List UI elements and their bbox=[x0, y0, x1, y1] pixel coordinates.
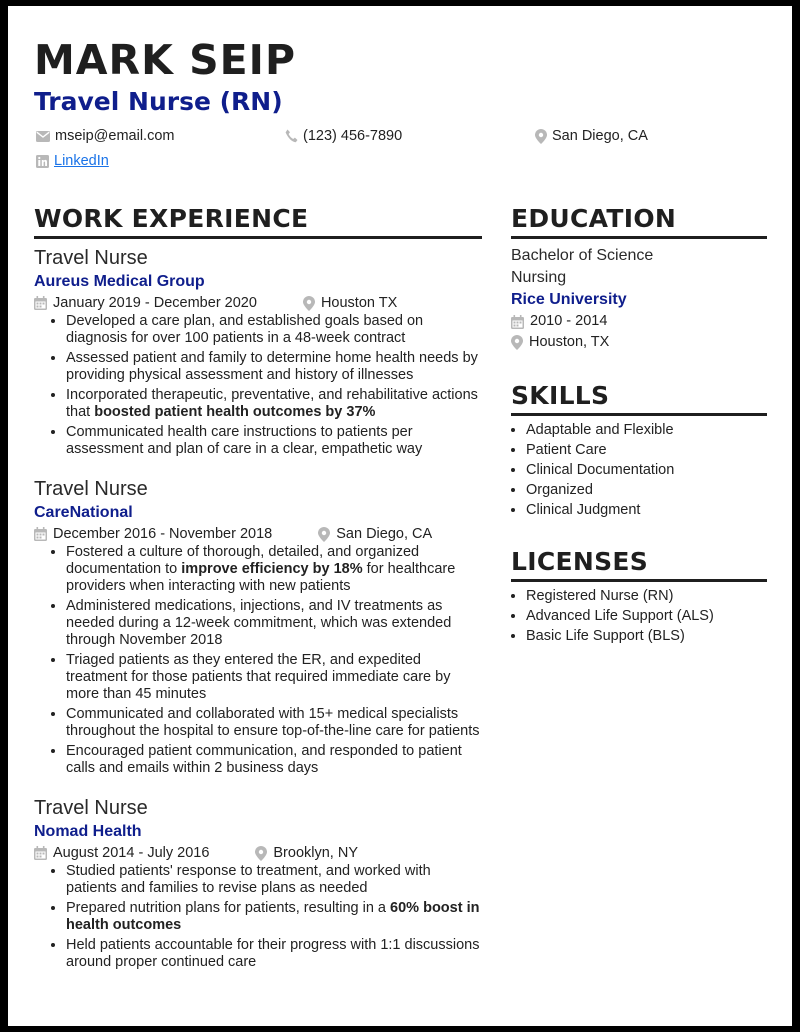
resume-page bbox=[8, 6, 792, 1026]
bullet-text: Triaged patients as they entered the ER, and expedited treatment for those patients that required immediate care by more than 45 minutes bbox=[66, 652, 451, 702]
job-bullet bbox=[66, 743, 482, 777]
map-pin-icon bbox=[303, 296, 315, 311]
map-pin-icon bbox=[535, 129, 547, 144]
calendar-icon bbox=[511, 315, 524, 329]
bullet-text: Studied patients' response to treatment, and worked with patients and families to revise plans as needed bbox=[66, 863, 431, 896]
skill-item: • Organized bbox=[526, 482, 767, 499]
skill-item: • Clinical Documentation bbox=[526, 462, 767, 479]
job-bullet bbox=[66, 652, 482, 703]
skills-heading: SKILLS bbox=[511, 379, 767, 416]
education-dates-text: 2010 - 2014 bbox=[530, 313, 608, 329]
envelope-icon bbox=[36, 131, 50, 142]
email-text: mseip@email.com bbox=[55, 128, 175, 144]
license-item: • Registered Nurse (RN) bbox=[526, 588, 767, 605]
job-meta bbox=[34, 843, 482, 863]
job-dates-text: January 2019 - December 2020 bbox=[53, 295, 257, 311]
education-section bbox=[511, 202, 767, 353]
school-name: Rice University bbox=[511, 291, 627, 308]
location-text: San Diego, CA bbox=[552, 128, 648, 144]
licenses-section bbox=[511, 545, 767, 645]
skill-item: • Adaptable and Flexible bbox=[526, 422, 767, 439]
contact-linkedin bbox=[36, 152, 109, 170]
bullet-text: Assessed patient and family to determine home health needs by providing physical assessment and history of illnesses bbox=[66, 350, 478, 383]
map-pin-icon bbox=[511, 335, 523, 350]
bullet-text: Incorporated therapeutic, preventative, and rehabilitative actions that bbox=[66, 387, 478, 420]
education-location-text: Houston, TX bbox=[529, 334, 610, 350]
right-column bbox=[511, 202, 767, 671]
job-bullets bbox=[34, 544, 482, 777]
job-bullets bbox=[34, 863, 482, 971]
license-item: • Advanced Life Support (ALS) bbox=[526, 608, 767, 625]
job-bullet bbox=[66, 424, 482, 458]
contact-email bbox=[36, 127, 174, 145]
bullet-text: Communicated and collaborated with 15+ medical specialists throughout the hospital to ensure top-of-the-line care for patients bbox=[66, 706, 480, 739]
job-bullet bbox=[66, 863, 482, 897]
company-name: Nomad Health bbox=[34, 823, 142, 840]
job-dates-text: August 2014 - July 2016 bbox=[53, 845, 210, 861]
job-entry bbox=[34, 476, 482, 777]
job-dates-text: December 2016 - November 2018 bbox=[53, 526, 273, 542]
job-bullet bbox=[66, 313, 482, 347]
job-bullet bbox=[66, 900, 482, 934]
skills-section bbox=[511, 379, 767, 519]
map-pin-icon bbox=[255, 846, 267, 861]
degree: Bachelor of Science bbox=[511, 247, 654, 264]
job-location bbox=[255, 843, 358, 863]
education-heading: EDUCATION bbox=[511, 202, 767, 239]
contact-location bbox=[535, 127, 648, 145]
bullet-highlight: boosted patient health outcomes by 37% bbox=[94, 404, 376, 420]
job-dates bbox=[34, 843, 209, 863]
job-meta bbox=[34, 524, 482, 544]
bullet-text: Communicated health care instructions to patients per assessment and plan of care in a clear, empathetic way bbox=[66, 424, 423, 457]
job-bullets bbox=[34, 313, 482, 458]
company-name: Aureus Medical Group bbox=[34, 273, 205, 290]
job-location-text: Brooklyn, NY bbox=[273, 845, 359, 861]
bullet-text-tail: for healthcare providers when interacting with new patients bbox=[66, 561, 456, 594]
bullet-text: Prepared nutrition plans for patients, resulting in a bbox=[66, 900, 391, 916]
linkedin-link[interactable]: LinkedIn bbox=[54, 153, 109, 169]
skill-item: • Clinical Judgment bbox=[526, 502, 767, 519]
candidate-name: MARK SEIP bbox=[34, 36, 296, 84]
licenses-heading: LICENSES bbox=[511, 545, 767, 582]
company-name: CareNational bbox=[34, 504, 133, 521]
job-dates bbox=[34, 293, 257, 313]
education-location bbox=[511, 332, 767, 353]
bullet-text: Encouraged patient communication, and responded to patient calls and emails within 2 business days bbox=[66, 743, 462, 776]
job-bullet bbox=[66, 387, 482, 421]
job-meta bbox=[34, 293, 482, 313]
bullet-text: Administered medications, injections, and IV treatments as needed during a 12-week commitment, which was extended through November 2018 bbox=[66, 598, 452, 648]
job-location-text: Houston TX bbox=[320, 295, 398, 311]
license-item: • Basic Life Support (BLS) bbox=[526, 628, 767, 645]
bullet-highlight: 60% boost in health outcomes bbox=[66, 900, 480, 933]
job-role: Travel Nurse bbox=[34, 247, 148, 269]
education-dates bbox=[511, 311, 767, 332]
work-experience-heading: WORK EXPERIENCE bbox=[34, 202, 482, 239]
job-bullet bbox=[66, 598, 482, 649]
job-entry bbox=[34, 245, 482, 458]
skills-list bbox=[511, 422, 767, 519]
bullet-text: Fostered a culture of thorough, detailed, and organized documentation to bbox=[66, 544, 420, 577]
job-location bbox=[303, 293, 397, 313]
licenses-list bbox=[511, 588, 767, 645]
phone-text: (123) 456-7890 bbox=[303, 128, 403, 144]
calendar-icon bbox=[34, 527, 47, 541]
bullet-text: Held patients accountable for their progress with 1:1 discussions around proper continued care bbox=[66, 937, 480, 970]
job-bullet bbox=[66, 544, 482, 595]
linkedin-icon bbox=[36, 155, 49, 168]
job-bullet bbox=[66, 350, 482, 384]
job-location-text: San Diego, CA bbox=[336, 526, 433, 542]
job-role: Travel Nurse bbox=[34, 478, 148, 500]
calendar-icon bbox=[34, 846, 47, 860]
left-column bbox=[34, 202, 482, 989]
job-entry bbox=[34, 795, 482, 971]
calendar-icon bbox=[34, 296, 47, 310]
job-location bbox=[318, 524, 432, 544]
job-dates bbox=[34, 524, 272, 544]
jobs-list bbox=[34, 245, 482, 971]
job-bullet bbox=[66, 706, 482, 740]
skill-item: • Patient Care bbox=[526, 442, 767, 459]
bullet-text: Developed a care plan, and established goals based on diagnosis for over 100 patients in a 48-week contract bbox=[66, 313, 424, 346]
phone-icon bbox=[285, 129, 298, 143]
field-of-study: Nursing bbox=[511, 269, 567, 286]
map-pin-icon bbox=[318, 527, 330, 542]
job-title: Travel Nurse (RN) bbox=[34, 87, 283, 116]
job-role: Travel Nurse bbox=[34, 797, 148, 819]
contact-phone bbox=[285, 127, 402, 145]
bullet-highlight: improve efficiency by 18% bbox=[181, 561, 363, 577]
job-bullet bbox=[66, 937, 482, 971]
